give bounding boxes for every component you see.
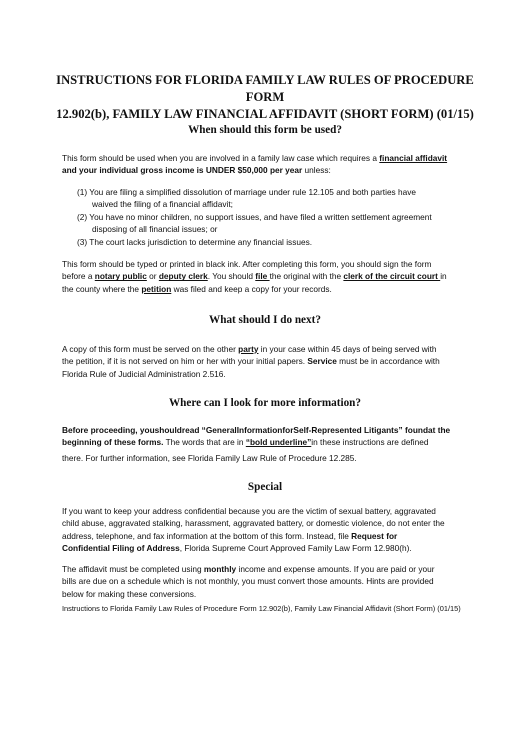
document-title: [40, 72, 490, 123]
paragraph-confidential: If you want to keep your address confidential because you are the victim of sexual battery, aggravated child abuse, aggravated stalking, harassment, aggravated battery, or domestic violence, do not enter the address, telephone, and fax information at the bottom of this form. Instead, file Request for Confidential Filing of Address, Florida Supreme Court Approved Family Law Form 12.980(h).: [62, 506, 445, 553]
link-financial-affidavit: financial affidavit: [379, 153, 448, 163]
paragraph-more-info: Before proceeding, youshouldread “GeneralInformationforSelf-Represented Litigants” foundat the beginning of these forms. The words that are in “bold underline”in these instructions are defined there. For further information, see Florida Family Law Rule of Procedure 12.285.: [62, 425, 451, 463]
section-heading-special: Special: [247, 481, 283, 493]
list-item: (3) The court lacks jurisdiction to determine any financial issues.: [77, 237, 313, 247]
term-bold-underline: “bold underline”: [245, 437, 312, 448]
section-heading-when-used: When should this form be used?: [188, 124, 342, 136]
term-deputy-clerk: deputy clerk: [158, 271, 208, 282]
paragraph-what-next: A copy of this form must be served on the other party in your case within 45 days of being served with the petition, if it is not served on him or her with your initial papers. Service must be in accordance with Florida Rule of Judicial Administration 2.516.: [62, 344, 440, 379]
term-confidential-filing: Confidential Filing of Address: [62, 542, 180, 553]
term-file: file: [255, 271, 270, 282]
term-monthly: monthly: [203, 564, 237, 574]
term-clerk-circuit-court: clerk of the circuit court: [343, 271, 441, 282]
paragraph-monthly: The affidavit must be completed using monthly income and expense amounts. If you are paid or your bills are due on a schedule which is not monthly, you must convert those amounts. Hints are provided below for making these conversions.: [62, 564, 435, 599]
list-item: (1) You are filing a simplified dissolution of marriage under rule 12.105 and both parties have waived the filing of a financial affidavit;: [77, 187, 416, 210]
section-heading-more-info: Where can I look for more information?: [168, 397, 362, 409]
term-party: party: [238, 344, 259, 354]
paragraph-typed-printed: This form should be typed or printed in black ink. After completing this form, you should sign the form before a notary public or deputy clerk. You should file the original with the clerk of the circuit court in the county where the petition was filed and keep a copy for your records.: [62, 259, 447, 294]
title-line-1: INSTRUCTIONS FOR FLORIDA FAMILY LAW RULES OF PROCEDURE FORM: [56, 73, 474, 104]
term-service: Service: [307, 356, 337, 367]
page-footer: Instructions to Florida Family Law Rules of Procedure Form 12.902(b), Family Law Financial Affidavit (Short Form) (01/15): [62, 604, 461, 613]
title-line-2: 12.902(b), FAMILY LAW FINANCIAL AFFIDAVIT (SHORT FORM) (01/15): [56, 107, 474, 121]
term-notary-public: notary public: [94, 271, 147, 282]
list-item: (2) You have no minor children, no support issues, and have filed a written settlement agreement disposing of all financial issues; or: [77, 212, 432, 235]
section-heading-what-next: What should I do next?: [209, 314, 321, 326]
term-petition: petition: [141, 283, 172, 294]
paragraph-when-used: This form should be used when you are involved in a family law case which requires a financial affidavit and your individual gross income is UNDER $50,000 per year unless:: [62, 153, 448, 176]
